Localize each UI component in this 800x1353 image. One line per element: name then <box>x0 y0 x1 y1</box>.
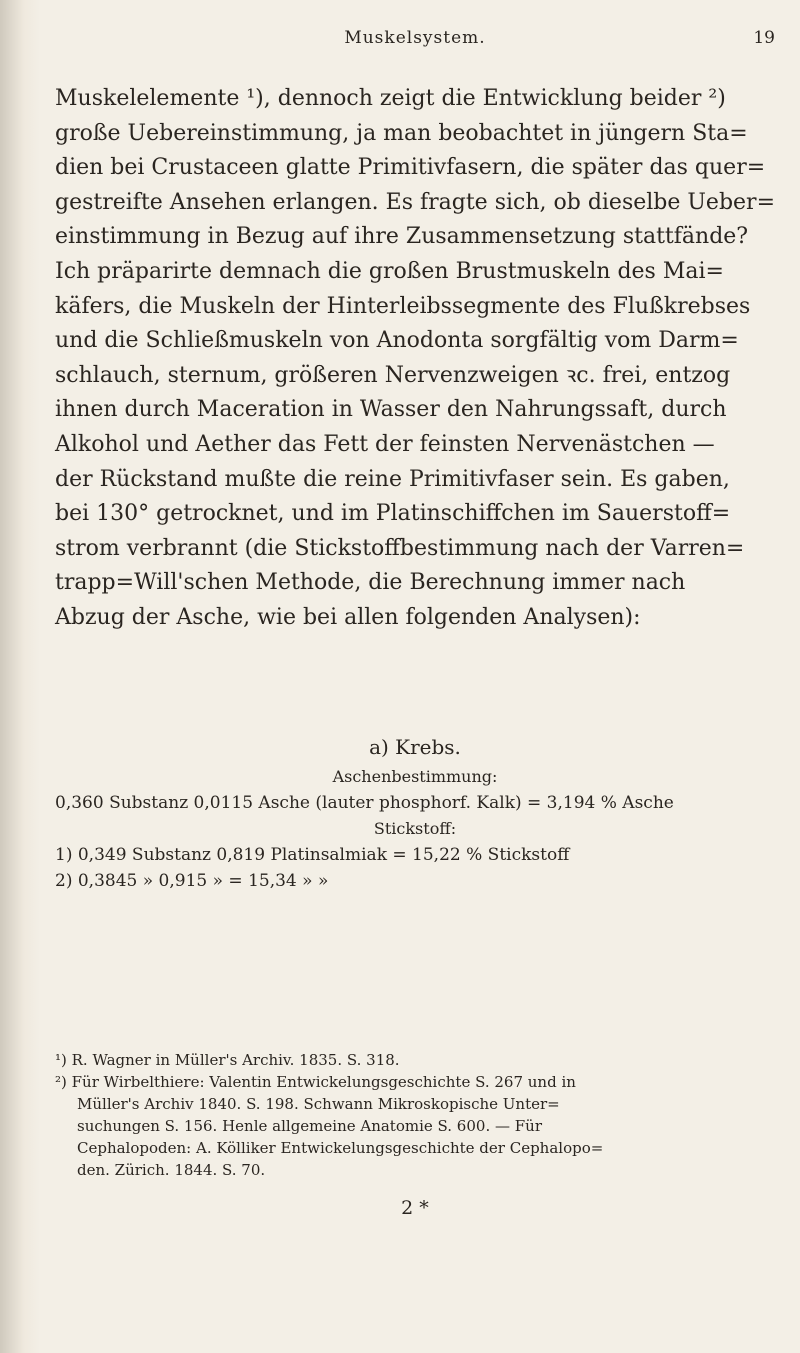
text-line: gestreifte Ansehen erlangen. Es fragte sich, ob dieselbe Ueber= <box>55 189 776 215</box>
text-line: bei 130° getrocknet, und im Platinschiffchen im Sauerstoff= <box>55 501 731 527</box>
page-number: 19 <box>753 28 775 48</box>
signature-mark: 2 * <box>401 1197 429 1219</box>
footnote-continuation: Cephalopoden: A. Kölliker Entwickelungsgeschichte der Cephalopo= <box>77 1139 604 1157</box>
text-line: der Rückstand mußte die reine Primitivfaser sein. Es gaben, <box>55 466 730 492</box>
text-line: große Uebereinstimmung, ja man beobachtet in jüngern Sta= <box>55 120 748 146</box>
text-line: strom verbrannt (die Stickstoffbestimmung nach der Varren= <box>55 535 745 561</box>
footnote-continuation: Müller's Archiv 1840. S. 198. Schwann Mikroskopische Unter= <box>77 1095 560 1113</box>
footnote-continuation: suchungen S. 156. Henle allgemeine Anatomie S. 600. — Für <box>77 1117 542 1135</box>
footnote: ²) Für Wirbelthiere: Valentin Entwickelungsgeschichte S. 267 und in <box>55 1073 576 1091</box>
nitrogen-row: 2) 0,3845 » 0,915 » = 15,34 » » <box>55 871 329 891</box>
text-line: Muskelelemente ¹), dennoch zeigt die Entwicklung beider ²) <box>55 86 726 111</box>
running-title: Muskelsystem. <box>344 28 486 48</box>
page-edge-shadow <box>0 0 40 1353</box>
nitrogen-row: 1) 0,349 Substanz 0,819 Platinsalmiak = 15,22 % Stickstoff <box>55 845 570 865</box>
book-page <box>55 0 775 1353</box>
running-head <box>55 28 775 52</box>
text-line: Ich präparirte demnach die großen Brustmuskeln des Mai= <box>55 258 724 284</box>
text-line: käfers, die Muskeln der Hinterleibssegmente des Flußkrebses <box>55 293 751 319</box>
footnote-continuation: den. Zürich. 1844. S. 70. <box>77 1161 266 1179</box>
ash-title: Aschenbestimmung: <box>332 767 498 786</box>
text-line: dien bei Crustaceen glatte Primitivfasern, die später das quer= <box>55 155 766 181</box>
text-line: ihnen durch Maceration in Wasser den Nahrungssaft, durch <box>55 397 727 423</box>
body-paragraph <box>55 82 775 636</box>
text-line: einstimmung in Bezug auf ihre Zusammensetzung stattfände? <box>55 224 749 250</box>
footnotes <box>55 1051 775 1183</box>
footnote: ¹) R. Wagner in Müller's Archiv. 1835. S. 318. <box>55 1051 400 1069</box>
text-line: Abzug der Asche, wie bei allen folgenden Analysen): <box>55 604 641 630</box>
text-line: und die Schließmuskeln von Anodonta sorgfältig vom Darm= <box>55 328 739 354</box>
text-line: Alkohol und Aether das Fett der feinsten Nervenästchen — <box>55 431 715 457</box>
text-line: schlauch, sternum, größeren Nervenzweigen ꝛc. frei, entzog <box>55 362 731 388</box>
nitrogen-title: Stickstoff: <box>373 819 457 838</box>
ash-row: 0,360 Substanz 0,0115 Asche (lauter phosphorf. Kalk) = 3,194 % Asche <box>55 793 674 813</box>
analysis-block <box>55 735 775 897</box>
text-line: trapp=Will'schen Methode, die Berechnung immer nach <box>55 570 686 596</box>
analysis-heading: a) Krebs. <box>369 735 461 759</box>
